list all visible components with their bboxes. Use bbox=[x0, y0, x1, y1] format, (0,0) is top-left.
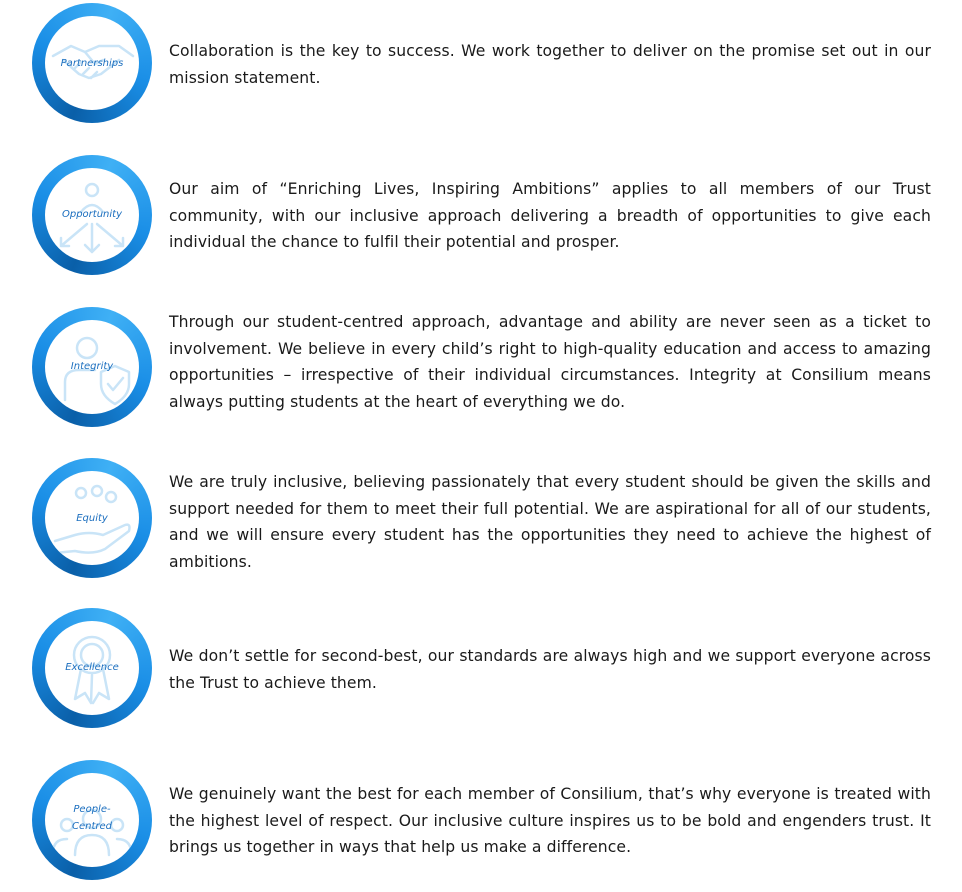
value-description: Through our student-centred approach, advantage and ability are never seen as a ticket to involvement. We believe in every child’s right to high-quality education and access to amazing opportunities – irrespective of their individual circumstances. Integrity at Consilium means always putting students at the heart of everything we do. bbox=[169, 313, 931, 411]
people-centred-badge bbox=[32, 760, 152, 880]
value-description: We are truly inclusive, believing passionately that every student should be given the skills and support needed for them to meet their full potential. We are aspirational for all of our students, and we will ensure every student has the opportunities they need to achieve the highest of ambitions. bbox=[169, 473, 931, 571]
opportunity-badge bbox=[32, 155, 152, 275]
badge-inner bbox=[45, 471, 139, 565]
badge-inner bbox=[45, 320, 139, 414]
badge-label: Opportunity bbox=[61, 209, 122, 220]
badge-inner bbox=[45, 621, 139, 715]
badge-label-line-1: People- bbox=[73, 804, 111, 815]
badge-label: Integrity bbox=[70, 361, 114, 372]
value-description: Collaboration is the key to success. We work together to deliver on the promise set out in our mission statement. bbox=[169, 42, 931, 87]
integrity-badge bbox=[32, 307, 152, 427]
equity-badge bbox=[32, 458, 152, 578]
badge-inner bbox=[45, 168, 139, 262]
value-description: We don’t settle for second-best, our standards are always high and we support everyone across the Trust to achieve them. bbox=[169, 647, 931, 692]
badge-label-line-2: Centred bbox=[71, 821, 112, 832]
excellence-badge bbox=[32, 608, 152, 728]
value-description: We genuinely want the best for each member of Consilium, that’s why everyone is treated with the highest level of respect. Our inclusive culture inspires us to be bold and engenders trust. It brings us together in ways that help us make a difference. bbox=[169, 785, 931, 856]
value-description: Our aim of “Enriching Lives, Inspiring Ambitions” applies to all members of our Trust community, with our inclusive approach delivering a breadth of opportunities to give each individual the chance to fulfil their potential and prosper. bbox=[169, 180, 931, 251]
badge-label: Partnerships bbox=[60, 58, 124, 69]
partnerships-badge bbox=[32, 3, 152, 123]
badge-inner bbox=[45, 773, 139, 867]
badge-inner bbox=[45, 16, 139, 110]
badge-label: Equity bbox=[76, 513, 108, 524]
badge-label: Excellence bbox=[65, 662, 119, 673]
